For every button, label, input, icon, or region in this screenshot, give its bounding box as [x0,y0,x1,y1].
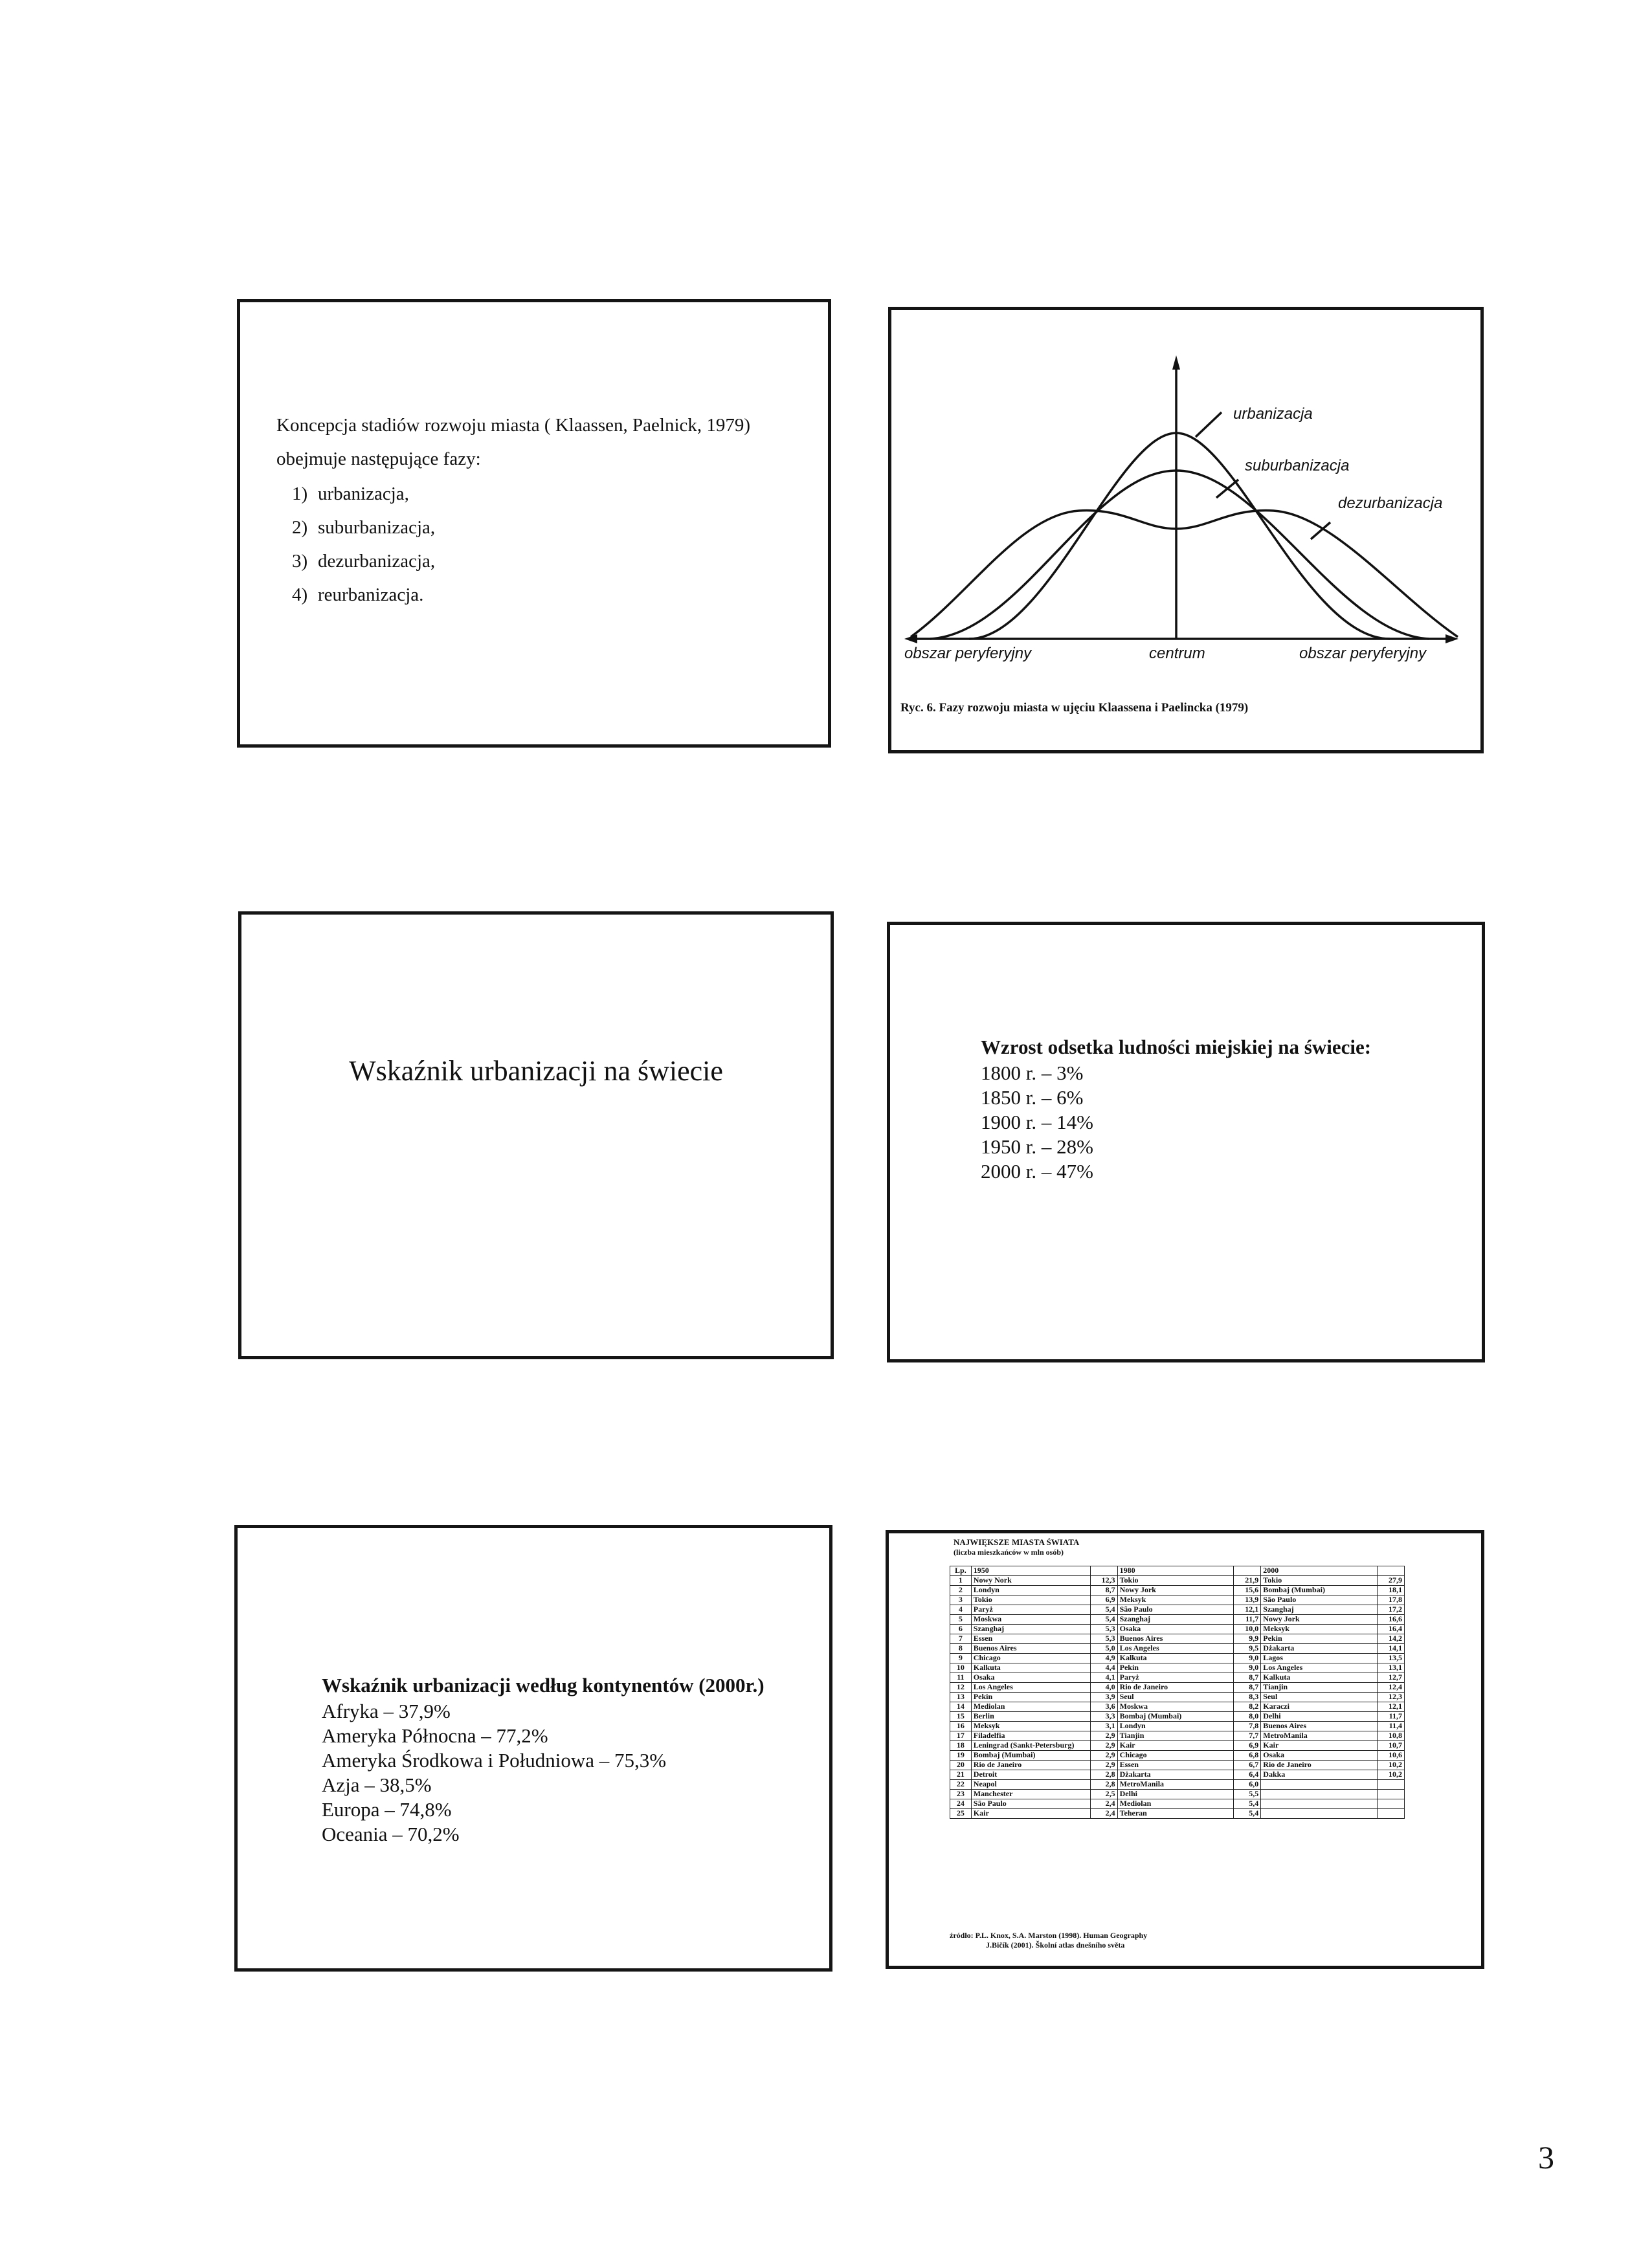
table-row [950,1702,1405,1712]
list-item: 1950 r. – 28% [981,1135,1093,1158]
table-cell: Kalkuta [1117,1654,1234,1663]
table-row [950,1673,1405,1683]
table-cell: Chicago [1117,1751,1234,1761]
slide-urban-growth [887,922,1485,1362]
curve-dezurbanizacja [911,511,1458,637]
table-cell: 2,8 [1090,1780,1117,1790]
table-cell: Meksyk [1117,1595,1234,1605]
table-cell: Dżakarta [1261,1644,1378,1654]
intro-line-2: obejmuje następujące fazy: [276,449,481,469]
table-cell: Bombaj (Mumbai) [1117,1712,1234,1722]
table-row [950,1634,1405,1644]
table-cell: 14 [950,1702,972,1712]
table-cell: 11,7 [1234,1615,1261,1625]
table-cell: 13,5 [1378,1654,1405,1663]
table-cell: 5 [950,1615,972,1625]
list-item-number: 1) [292,484,308,504]
table-cell: Rio de Janeiro [971,1761,1090,1770]
table-cell: 5,3 [1090,1634,1117,1644]
curve-label-suburbanizacja: suburbanizacja [1245,457,1350,474]
table-cell: Los Angeles [1117,1644,1234,1654]
table-cell: 12,1 [1234,1605,1261,1615]
table-cell: Tokio [971,1595,1090,1605]
table-cell: 19 [950,1751,972,1761]
table-cell: 6,7 [1234,1761,1261,1770]
list-item: Azja – 38,5% [322,1773,432,1796]
table-cell: Tokio [1261,1576,1378,1586]
table-cell: Mediolan [971,1702,1090,1712]
table-cell: 21,9 [1234,1576,1261,1586]
table-cell: Osaka [1117,1625,1234,1634]
table-cell: 6,8 [1234,1751,1261,1761]
axis-label-center: centrum [1149,645,1205,662]
slide-title: Wskaźnik urbanizacji na świecie [349,1055,723,1087]
table-cell: 8,0 [1234,1712,1261,1722]
table-cell: Londyn [971,1586,1090,1595]
table-cell: 25 [950,1809,972,1819]
table-cell: 4,4 [1090,1663,1117,1673]
table-cell [1261,1780,1378,1790]
table-cell: 27,9 [1378,1576,1405,1586]
table-cell: Karaczi [1261,1702,1378,1712]
list-item-label: reurbanizacja. [318,584,424,605]
table-cell: Essen [971,1634,1090,1644]
table-cell: 7,7 [1234,1731,1261,1741]
table-cell: 12,4 [1378,1683,1405,1693]
table-cell: Szanghaj [1261,1605,1378,1615]
table-cell: 8,7 [1234,1683,1261,1693]
table-cell: 12,7 [1378,1673,1405,1683]
table-cell: 6,9 [1234,1741,1261,1751]
header-cell [1090,1566,1117,1576]
table-cell: Delhi [1261,1712,1378,1722]
table-cell: São Paulo [1117,1605,1234,1615]
table-row [950,1741,1405,1751]
phases-list [292,477,435,612]
table-cell: Kair [1261,1741,1378,1751]
table-cell [1378,1809,1405,1819]
table-row [950,1586,1405,1595]
table-cell: 2,9 [1090,1731,1117,1741]
table-cell: Szanghaj [1117,1615,1234,1625]
slide-urbanization-title [238,911,834,1359]
list-item: 1850 r. – 6% [981,1086,1084,1109]
table-cell: Paryż [971,1605,1090,1615]
table-subtitle: (liczba mieszkańców w mln osób) [954,1548,1064,1557]
table-cell: 2,4 [1090,1799,1117,1809]
table-cell: Chicago [971,1654,1090,1663]
table-cell: Moskwa [971,1615,1090,1625]
table-cell: 9,9 [1234,1634,1261,1644]
table-cell: 5,4 [1090,1605,1117,1615]
table-row [950,1644,1405,1654]
table-cell [1378,1790,1405,1799]
list-item [292,578,435,612]
list-item: Ameryka Środkowa i Południowa – 75,3% [322,1749,667,1772]
table-row [950,1605,1405,1615]
table-row [950,1663,1405,1673]
table-row [950,1683,1405,1693]
table-cell: 20 [950,1761,972,1770]
table-cell: Pekin [1261,1634,1378,1644]
continents-heading: Wskaźnik urbanizacji według kontynentów (2000r.) [322,1674,765,1696]
table-cell: 24 [950,1799,972,1809]
header-cell: 1980 [1117,1566,1234,1576]
table-cell: 14,2 [1378,1634,1405,1644]
table-cell: 6,0 [1234,1780,1261,1790]
table-cell: 14,1 [1378,1644,1405,1654]
table-cell: Lagos [1261,1654,1378,1663]
label-pointer-urbanizacja [1196,412,1222,437]
header-cell: 1950 [971,1566,1090,1576]
table-cell: Moskwa [1117,1702,1234,1712]
table-row [950,1722,1405,1731]
list-item-number: 4) [292,584,308,605]
table-cell: 5,4 [1234,1799,1261,1809]
list-item [292,477,435,511]
table-cell: Nowy Nork [971,1576,1090,1586]
curve-label-dezurbanizacja: dezurbanizacja [1338,495,1443,512]
table-cell: MetroManila [1261,1731,1378,1741]
table-cell: 13,1 [1378,1663,1405,1673]
table-cell: 12 [950,1683,972,1693]
table-cell: 23 [950,1790,972,1799]
table-cell: 10,0 [1234,1625,1261,1634]
table-cell: 11,7 [1378,1712,1405,1722]
table-cell: 18,1 [1378,1586,1405,1595]
table-cell: Teheran [1117,1809,1234,1819]
table-cell: Manchester [971,1790,1090,1799]
list-item: Ameryka Północna – 77,2% [322,1724,548,1747]
table-cell [1378,1799,1405,1809]
table-cell: Filadelfia [971,1731,1090,1741]
table-cell: 11,4 [1378,1722,1405,1731]
table-row [950,1625,1405,1634]
table-row [950,1731,1405,1741]
axis-label-left: obszar peryferyjny [904,645,1032,662]
table-cell: 4 [950,1605,972,1615]
table-cell: Kair [1117,1741,1234,1751]
table-cell: 3 [950,1595,972,1605]
table-cell: Buenos Aires [1261,1722,1378,1731]
table-cell: Dakka [1261,1770,1378,1780]
table-cell: Bombaj (Mumbai) [1261,1586,1378,1595]
table-cell: MetroManila [1117,1780,1234,1790]
table-cell: Szanghaj [971,1625,1090,1634]
list-item: 1900 r. – 14% [981,1111,1093,1133]
table-cell: Leningrad (Sankt-Petersburg) [971,1741,1090,1751]
table-cell: Dżakarta [1117,1770,1234,1780]
table-cell: 15 [950,1712,972,1722]
cities-table-body [950,1576,1405,1819]
table-cell [1261,1809,1378,1819]
table-row [950,1654,1405,1663]
table-cell: 2,8 [1090,1770,1117,1780]
table-cell: Londyn [1117,1722,1234,1731]
table-cell: 5,3 [1090,1625,1117,1634]
table-cell: 7 [950,1634,972,1644]
table-cell: 2,9 [1090,1751,1117,1761]
table-cell: 10,8 [1378,1731,1405,1741]
table-cell: 10,7 [1378,1741,1405,1751]
figure-caption: Ryc. 6. Fazy rozwoju miasta w ujęciu Klaassena i Paelincka (1979) [900,701,1249,715]
table-cell: 3,6 [1090,1702,1117,1712]
table-row [950,1780,1405,1790]
table-cell: 10,2 [1378,1761,1405,1770]
table-cell: Berlin [971,1712,1090,1722]
table-cell: Neapol [971,1780,1090,1790]
table-cell: 4,9 [1090,1654,1117,1663]
header-cell [1378,1566,1405,1576]
table-cell [1261,1790,1378,1799]
list-item: Oceania – 70,2% [322,1823,460,1845]
list-item-label: dezurbanizacja, [318,551,436,572]
list-item-label: suburbanizacja, [318,517,436,538]
table-cell: 17 [950,1731,972,1741]
header-cell: 2000 [1261,1566,1378,1576]
source-line-2: J.Bičík (2001). Školní atlas dnešního světa [986,1940,1125,1950]
table-cell: Kalkuta [971,1663,1090,1673]
axis-arrow-up-icon [1172,355,1180,370]
table-cell: 2,9 [1090,1741,1117,1751]
table-cell: Nowy Jork [1117,1586,1234,1595]
table-row [950,1712,1405,1722]
slide-urban-stages-concept [237,299,831,748]
table-cell: 5,0 [1090,1644,1117,1654]
table-cell: 5,4 [1234,1809,1261,1819]
table-row [950,1751,1405,1761]
table-cell: Delhi [1117,1790,1234,1799]
table-cell: Pekin [1117,1663,1234,1673]
table-cell: 2,5 [1090,1790,1117,1799]
table-cell: 3,3 [1090,1712,1117,1722]
table-cell: 13 [950,1693,972,1702]
table-cell: Detroit [971,1770,1090,1780]
table-cell: Buenos Aires [1117,1634,1234,1644]
table-cell: 2,9 [1090,1761,1117,1770]
table-cell: 8,2 [1234,1702,1261,1712]
table-cell: 5,4 [1090,1615,1117,1625]
table-cell: 17,8 [1378,1595,1405,1605]
table-cell: 6,4 [1234,1770,1261,1780]
urban-growth-block [981,1035,1371,1184]
table-row [950,1595,1405,1605]
urban-growth-heading: Wzrost odsetka ludności miejskiej na świecie: [981,1036,1372,1058]
continents-block [322,1673,765,1847]
table-cell: Mediolan [1117,1799,1234,1809]
table-cell: Tianjin [1261,1683,1378,1693]
table-cell: Nowy Jork [1261,1615,1378,1625]
table-cell: Osaka [971,1673,1090,1683]
table-row [950,1799,1405,1809]
table-cell: Kalkuta [1261,1673,1378,1683]
table-cell: Meksyk [971,1722,1090,1731]
axis-label-right: obszar peryferyjny [1299,645,1427,662]
table-cell: Buenos Aires [971,1644,1090,1654]
table-cell: Los Angeles [971,1683,1090,1693]
table-cell: Tianjin [1117,1731,1234,1741]
table-cell: Tokio [1117,1576,1234,1586]
table-cell: 6,9 [1090,1595,1117,1605]
table-cell: Los Angeles [1261,1663,1378,1673]
table-cell: 8 [950,1644,972,1654]
source-line-1: źródło: P.L. Knox, S.A. Marston (1998). Human Geography [950,1931,1148,1940]
table-cell: 16,4 [1378,1625,1405,1634]
table-cell: Rio de Janeiro [1261,1761,1378,1770]
list-item: Europa – 74,8% [322,1798,452,1821]
table-row [950,1790,1405,1799]
table-cell: 21 [950,1770,972,1780]
table-cell: 3,1 [1090,1722,1117,1731]
table-cell: 10 [950,1663,972,1673]
table-cell: 10,6 [1378,1751,1405,1761]
table-cell: 2 [950,1586,972,1595]
table-cell: 16,6 [1378,1615,1405,1625]
intro-line-1: Koncepcja stadiów rozwoju miasta ( Klaassen, Paelnick, 1979) [276,415,751,436]
table-cell: 7,8 [1234,1722,1261,1731]
table-cell: 4,0 [1090,1683,1117,1693]
table-cell: 12,3 [1090,1576,1117,1586]
cities-table [950,1566,1405,1819]
slide-1-intro [276,408,820,476]
table-cell: 17,2 [1378,1605,1405,1615]
table-cell: São Paulo [971,1799,1090,1809]
table-row [950,1693,1405,1702]
header-cell: Lp. [950,1566,972,1576]
curve-label-urbanizacja: urbanizacja [1233,405,1313,423]
list-item [292,511,435,544]
table-cell [1378,1780,1405,1790]
table-cell: 13,9 [1234,1595,1261,1605]
list-item-number: 2) [292,517,308,538]
table-cell: 4,1 [1090,1673,1117,1683]
table-cell: 5,5 [1234,1790,1261,1799]
table-cell: 12,1 [1378,1702,1405,1712]
list-item [292,544,435,578]
slide-largest-cities [886,1530,1484,1969]
list-item-label: urbanizacja, [318,484,409,504]
list-item: Afryka – 37,9% [322,1700,451,1722]
table-cell: Osaka [1261,1751,1378,1761]
table-cell: 8,7 [1090,1586,1117,1595]
table-cell: 9,0 [1234,1654,1261,1663]
table-cell: Kair [971,1809,1090,1819]
table-cell: 12,3 [1378,1693,1405,1702]
table-cell: 6 [950,1625,972,1634]
table-cell: 8,3 [1234,1693,1261,1702]
table-row [950,1770,1405,1780]
table-cell: 22 [950,1780,972,1790]
table-cell: 18 [950,1741,972,1751]
list-item: 1800 r. – 3% [981,1062,1084,1084]
slide-continents [234,1525,832,1972]
table-cell: 15,6 [1234,1586,1261,1595]
header-cell [1234,1566,1261,1576]
table-title: NAJWIĘKSZE MIASTA ŚWIATA [954,1537,1080,1547]
table-cell: Paryż [1117,1673,1234,1683]
phases-diagram [891,310,1480,698]
table-cell: Seul [1261,1693,1378,1702]
table-cell: 16 [950,1722,972,1731]
list-item-number: 3) [292,551,308,572]
table-row [950,1615,1405,1625]
table-cell: Meksyk [1261,1625,1378,1634]
table-cell: Pekin [971,1693,1090,1702]
table-cell: 10,2 [1378,1770,1405,1780]
table-cell: 1 [950,1576,972,1586]
table-cell: 2,4 [1090,1809,1117,1819]
table-row [950,1809,1405,1819]
table-cell: 9,5 [1234,1644,1261,1654]
table-cell: Rio de Janeiro [1117,1683,1234,1693]
table-cell: Essen [1117,1761,1234,1770]
table-cell: São Paulo [1261,1595,1378,1605]
table-cell: 11 [950,1673,972,1683]
table-cell: 3,9 [1090,1693,1117,1702]
page-number: 3 [1538,2139,1554,2175]
table-cell: Bombaj (Mumbai) [971,1751,1090,1761]
table-row [950,1761,1405,1770]
table-source [950,1931,1147,1950]
table-cell: 9,0 [1234,1663,1261,1673]
table-cell [1261,1799,1378,1809]
table-cell: Seul [1117,1693,1234,1702]
table-header-row [950,1566,1405,1576]
table-cell: 9 [950,1654,972,1663]
table-cell: 8,7 [1234,1673,1261,1683]
slide-phases-diagram [888,307,1484,753]
list-item: 2000 r. – 47% [981,1160,1093,1183]
table-row [950,1576,1405,1586]
